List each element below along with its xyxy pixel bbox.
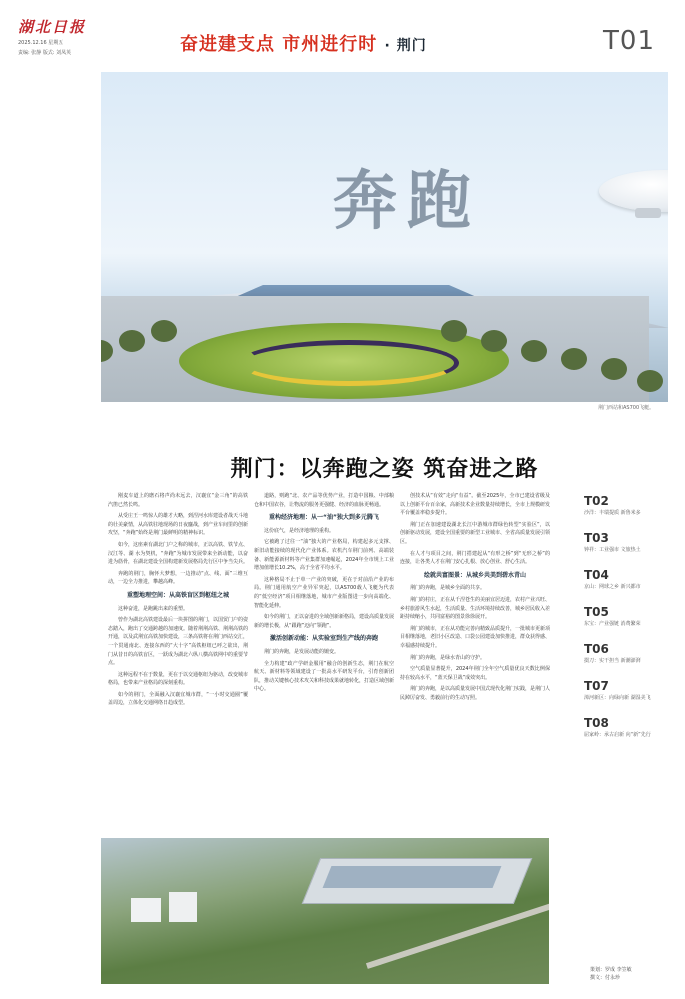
tree: [119, 330, 145, 352]
page-index-number: T06: [584, 642, 609, 656]
date-line: 2025.12.16 星期五: [18, 40, 64, 46]
page-index-number: T02: [584, 494, 609, 508]
page-index-item[interactable]: [584, 568, 674, 590]
paragraph: 这种奋进，是跑跳出来的重塑。: [118, 605, 189, 612]
tree: [441, 320, 467, 342]
page-index-item[interactable]: [584, 494, 674, 516]
page-index-item[interactable]: [584, 716, 674, 738]
page-index-title: 沙洋：丰瑞提质 新鲁米多: [584, 510, 641, 516]
paragraph: 荆门的城市，正在从功能完善向精致品质提升，一批城市更新项目相继落地，老旧小区改造、口袋公园建设加快推进，群众获得感、幸福感持续提升。: [400, 625, 551, 649]
subheading: 绘就共富图景：从城乡共美到碧水青山: [423, 571, 526, 579]
paragraph: 全力构建“政产学研金服用”融合的创新生态，荆门在航空航天、新材料等领域建设了一批高水平研发平台，引育创新团队，推动关键核心技术攻关和科技成果就地转化，打造区域创新中心。: [254, 660, 395, 693]
aerial-photo: [101, 838, 549, 984]
paragraph: 刚麦车道上的磨石将声尚未远去，汉襄宜“金三角”的高铁汽笛已然长鸣。: [108, 493, 248, 508]
hero-title: 奔跑: [333, 164, 481, 239]
page-index-item[interactable]: [584, 642, 674, 664]
page-index-sidebar: [584, 494, 674, 753]
paragraph: 如今的荆门，全面融入汉襄宜城市群，“一小时交通圈”覆盖周边，立体化交通网络日趋成型。: [108, 691, 248, 707]
paragraph: 奔跑的荆门，胸怀大梦想，一边推动“点、线、面”三维互动，一边全力推进，攀越高峰。: [108, 570, 248, 586]
paragraph: 如今，这座素有湖北门户之称的城市，正以高铁、铁节点、汉江等、湖 水为契机，“奔跑”为城市发展带来全新动能，以奋进为筋骨，在湖北建设全国构建新发展格局先行区中争当尖兵。: [108, 541, 249, 566]
paragraph: 它被跑了过往一“油”独大的产业格局，构建起多元支撑、新旧动能接续的现代化产业体系。农机汽车荆门前列、高端装备、新能源新材料等产业集群加速崛起，2024年全市规上工业增加值增长10.2%，高于全省平均水平。: [254, 539, 394, 572]
page-index-title: 钟祥：工业强市 文旅热土: [584, 547, 641, 553]
page-index-number: T08: [584, 716, 609, 730]
page-index-number: T07: [584, 679, 609, 693]
paragraph: 荆门的奔跑，是发展动能的嬗变。: [264, 648, 340, 655]
page-index-item[interactable]: [584, 679, 674, 701]
credits-design: 撰文：付永珍: [590, 975, 621, 981]
airship-image: [599, 170, 668, 212]
subheading: 重塑地理空间：从高铁盲区到枢纽之城: [126, 591, 229, 599]
tree: [521, 340, 547, 362]
paragraph: 曾作为湖北高铁建设最后一块拼图的荆门，以国贸门户的姿态踏入，跑出了交通跨越的加速度。随着荆荆高铁、荆荆高铁的开通，以及武荆宜高铁加快建设，三条高铁将在荆门西站交汇，一个贯通南北、连接东西的“大十字”高铁枢纽已呼之欲出，荆门从昔日的高铁盲区，一跃成为湖北六纵八横高铁网中的重要节点。: [108, 617, 249, 667]
article-column-2: [254, 492, 394, 697]
subheading: 重构经济地理：从一“油”独大到多元腾飞: [269, 514, 379, 522]
page-index-title: 屈家岭：承古启新 向“新”先行: [584, 732, 651, 738]
page-number: T01: [603, 26, 655, 56]
paragraph: 荆门的村庄，正在从千涅苍生的美丽宜居迈进，农村产业兴旺、乡村旅游风生水起，生活质量、生活环境持续改善，城乡居民收入差距持续缩小，共同富裕的图景徐徐展开。: [400, 596, 551, 621]
photo-caption: 荆门西站和AS700飞艇。: [598, 405, 655, 411]
paragraph: 这种格局不止于单一产业的突破，更在于对前沿产业的布局。荆门通用航空产业异军突起，以AS700载人飞艇为代表的“低空经济”项目相继落地，城市产业版图进一步向高端化、智能化延伸。: [254, 576, 394, 609]
page-index-item[interactable]: [584, 605, 674, 627]
paragraph: 这份底气，是经济地理的重构。: [264, 527, 335, 534]
aerial-building: [169, 892, 197, 922]
page-index-title: 掇刀：实干担当 新潮澎湃: [584, 658, 641, 664]
tree: [151, 320, 177, 342]
page-index-number: T05: [584, 605, 609, 619]
paragraph: 道路，则跑“北、农产品等优势产业，打造中国粮、中部粮仓和中国农谷，让物流的服务更强健、经济的血脉更畅通。: [254, 493, 394, 508]
newspaper-logo: 湖北日报: [18, 18, 87, 36]
headline: 荆门：以奔跑之姿 筑奋进之路: [230, 457, 539, 482]
paragraph: 空气质量显著提升，2024年荆门全年空气质量优良天数比例保持在较高水平，“蓝天保卫战”成效突出。: [400, 666, 550, 681]
tree: [481, 330, 507, 352]
credits: [590, 966, 632, 982]
tree: [601, 358, 627, 380]
tree: [561, 348, 587, 370]
paragraph: 在人才与项目之间，荆门搭建起从“有形之桥”到“无形之桥”的连接，让各类人才在荆门安心扎根、放心创业、舒心生活。: [400, 550, 550, 566]
paragraph: 荆门的奔跑，是城乡全面的共享。: [410, 585, 486, 592]
page-index-title: 漳河新区：向绿向新 湖湿美飞: [584, 695, 651, 701]
page-index-title: 京山：网球之乡 新兴都市: [584, 584, 641, 590]
lawn-swirl-pattern: [239, 340, 459, 386]
article-column-1: [108, 492, 248, 711]
page-index-title: 东宝：产业强链 消费繁荣: [584, 621, 641, 627]
page-index-number: T04: [584, 568, 609, 582]
tree: [637, 370, 663, 392]
paragraph: 创技术从“有效”走向“有益”。截至2025年，全市已建设省级及以上创新平台百余家，高新技术企业数量持续增长，全市上规模研发平台覆盖率稳步提升。: [400, 493, 551, 517]
hero-photo: [101, 72, 668, 402]
editor-line: 责编: 张静 版式: 刘凤英: [18, 50, 72, 56]
credits-plan: 策划：罗成 李笠敏: [590, 967, 632, 973]
subheading: 激活创新动能：从实验室到生产线的奔跑: [269, 635, 378, 643]
article-column-3: [400, 492, 550, 705]
paragraph: 如今的荆门，正以奋进的全域创新新格局，建设高质量发展新的增长极，从“跟跑”迈向“领跑”。: [254, 614, 395, 629]
page-index-item[interactable]: [584, 531, 674, 553]
page-index-number: T03: [584, 531, 609, 545]
paragraph: 这种远程不在于数量，更在于以交通枢纽为驱动，改变城市格局，也带来产业格局的深刻重构。: [108, 671, 249, 687]
paragraph: 荆门的奔跑，是以高质量发展中国式现代化荆门实践，是荆门人民踔厉奋发、勇毅前行的生动写照。: [400, 686, 551, 701]
masthead: [18, 16, 98, 56]
aerial-terminal-roof: [323, 866, 502, 888]
section-header: [180, 30, 427, 56]
aerial-building: [131, 898, 161, 922]
paragraph: 荆门的奔跑，是绿水青山的守护。: [410, 654, 486, 661]
paragraph: 荆门正在加速建设湖北长江中游城市群绿色转型“实验区”，以创新驱动发展，建设全国重要的新型工业城市、全省高质量发展引领区。: [400, 521, 551, 545]
paragraph: 从受庄王一鸣惊人的雄才大略，到涅河水库建设者战天斗地的壮美豪情，从高铁驻地现场的日夜鏖战，到产业车间里的创新攻坚，“奔跑”始终是荆门最鲜明的精神标识。: [108, 513, 249, 537]
section-city: · 荆门: [384, 38, 427, 54]
section-title: 奋进建支点 市州进行时: [180, 34, 378, 55]
